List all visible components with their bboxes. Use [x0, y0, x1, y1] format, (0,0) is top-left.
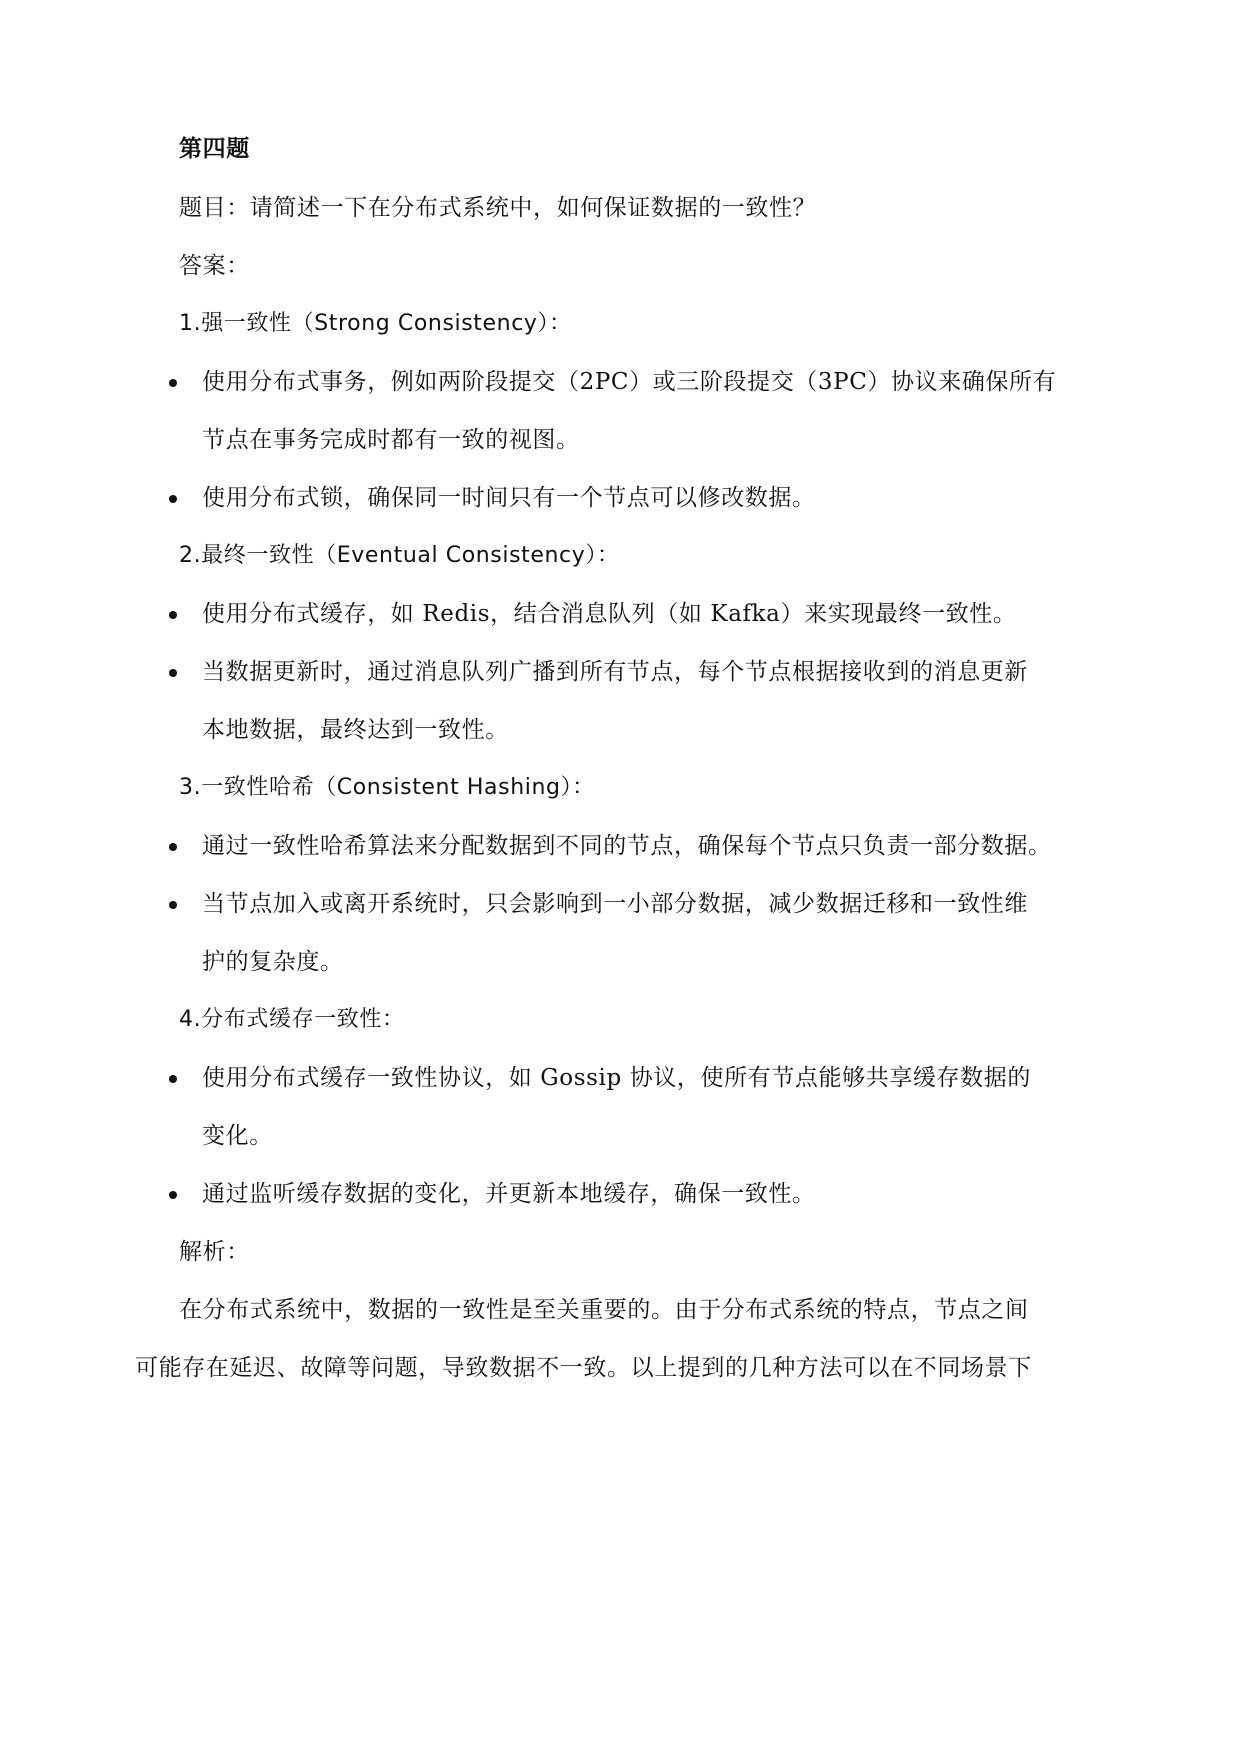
- analysis-paragraph-line: 可能存在延迟、故障等问题，导致数据不一致。以上提到的几种方法可以在不同场景下: [135, 1355, 1032, 1381]
- section-heading-strong-consistency: 1.强一致性（Strong Consistency）：: [179, 311, 572, 336]
- list-item: 使用分布式锁，确保同一时间只有一个节点可以修改数据。: [202, 485, 816, 511]
- bullet-icon: [169, 669, 177, 677]
- list-item: 使用分布式事务，例如两阶段提交（2PC）或三阶段提交（3PC）协议来确保所有: [202, 369, 1057, 395]
- list-item: 通过监听缓存数据的变化，并更新本地缓存，确保一致性。: [202, 1181, 816, 1207]
- bullet-icon: [169, 1191, 177, 1199]
- section-heading-cache-consistency: 4.分布式缓存一致性：: [179, 1007, 405, 1032]
- list-item-continuation: 节点在事务完成时都有一致的视图。: [202, 427, 580, 453]
- bullet-icon: [169, 1075, 177, 1083]
- bullet-icon: [169, 611, 177, 619]
- list-item-continuation: 变化。: [202, 1123, 273, 1149]
- page-title: 第四题: [179, 136, 250, 162]
- list-item: 使用分布式缓存，如 Redis，结合消息队列（如 Kafka）来实现最终一致性。: [202, 601, 1017, 627]
- list-item: 通过一致性哈希算法来分配数据到不同的节点，确保每个节点只负责一部分数据。: [202, 833, 1052, 859]
- bullet-icon: [169, 901, 177, 909]
- answer-label: 答案：: [179, 253, 250, 279]
- bullet-icon: [169, 379, 177, 387]
- list-item-continuation: 本地数据，最终达到一致性。: [202, 717, 509, 743]
- list-item: 当节点加入或离开系统时，只会影响到一小部分数据，减少数据迁移和一致性维: [202, 891, 1028, 917]
- bullet-icon: [169, 843, 177, 851]
- analysis-label: 解析：: [179, 1239, 250, 1265]
- analysis-paragraph-line: 在分布式系统中，数据的一致性是至关重要的。由于分布式系统的特点，节点之间: [179, 1297, 1029, 1323]
- list-item-continuation: 护的复杂度。: [202, 949, 344, 975]
- question-text: 题目：请简述一下在分布式系统中，如何保证数据的一致性？: [179, 195, 817, 221]
- section-heading-eventual-consistency: 2.最终一致性（Eventual Consistency）：: [179, 543, 620, 568]
- list-item: 当数据更新时，通过消息队列广播到所有节点，每个节点根据接收到的消息更新: [202, 659, 1028, 685]
- section-heading-consistent-hashing: 3.一致性哈希（Consistent Hashing）：: [179, 775, 595, 800]
- list-item: 使用分布式缓存一致性协议，如 Gossip 协议，使所有节点能够共享缓存数据的: [202, 1065, 1031, 1091]
- bullet-icon: [169, 495, 177, 503]
